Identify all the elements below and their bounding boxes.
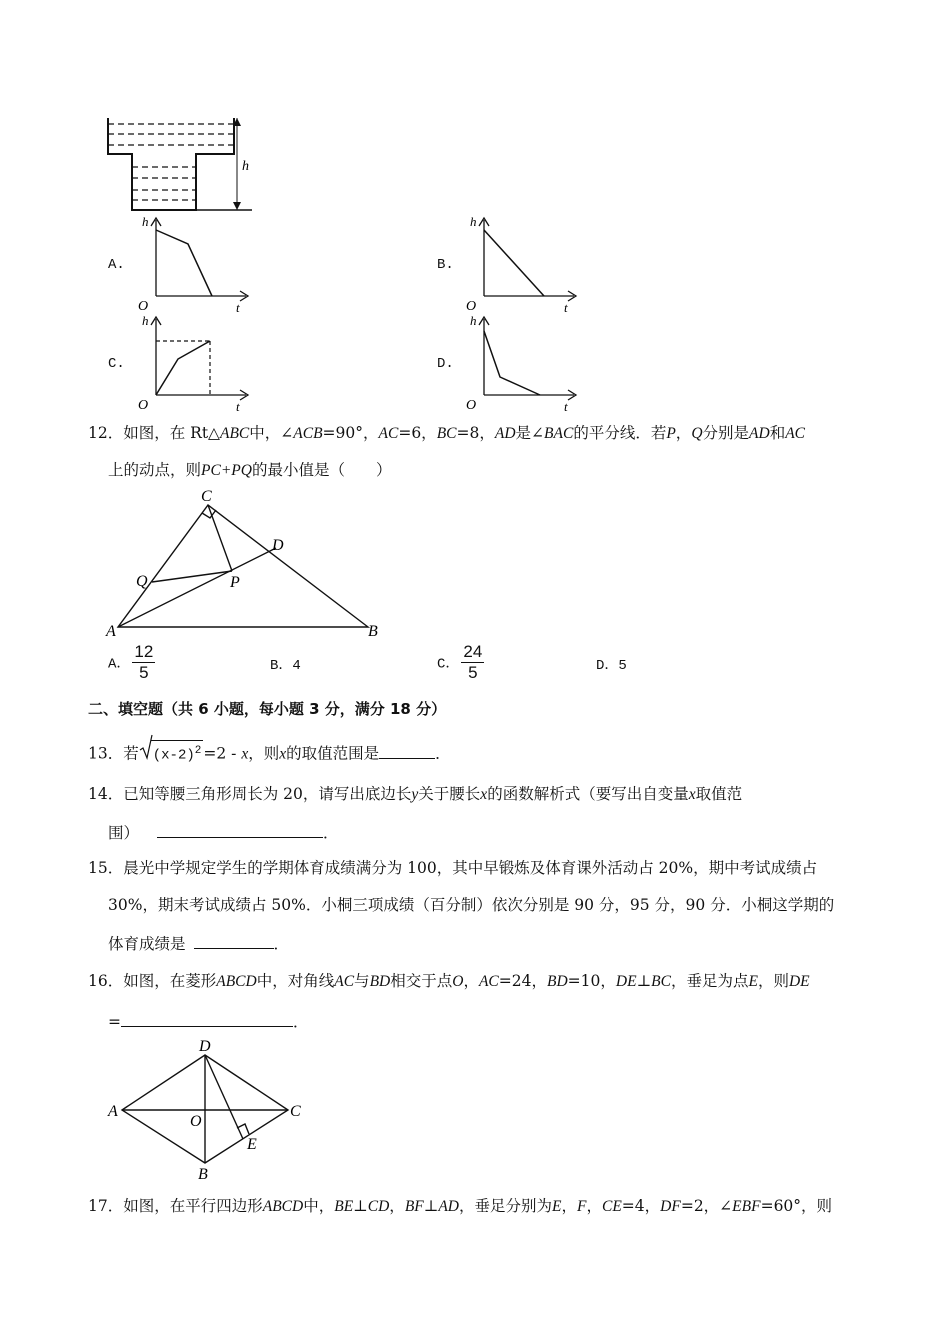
graph-c-ylabel: h bbox=[142, 313, 149, 328]
q15-answer-blank[interactable] bbox=[194, 932, 274, 949]
tank-h-label: h bbox=[242, 159, 249, 174]
q11-graph-b bbox=[458, 212, 588, 317]
q12-line1: 12．如图，在 Rt△ABC中，∠ACB=90°，AC=6，BC=8，AD是∠BAC的平分线．若P，Q分别是AD和AC bbox=[88, 424, 806, 442]
q11-option-d-letter: D. bbox=[437, 356, 454, 372]
q11-option-a-letter: A. bbox=[108, 257, 125, 273]
q12-triangle-figure bbox=[100, 485, 400, 645]
label-d: D bbox=[272, 537, 284, 554]
q14-line2: 围） ． bbox=[108, 821, 339, 843]
graph-b-xlabel: t bbox=[564, 300, 568, 315]
q11-option-b-letter: B. bbox=[437, 257, 454, 273]
graph-d-ylabel: h bbox=[470, 313, 477, 328]
q15-line1: 15．晨光中学规定学生的学期体育成绩满分为 100，其中早锻炼及体育课外活动占 20%，期中考试成绩占 bbox=[88, 859, 818, 877]
q16-rhombus-figure bbox=[100, 1035, 320, 1180]
label-b: B bbox=[368, 623, 378, 640]
q12-option-a: A． $\frac{12}{5}$ bbox=[108, 642, 154, 682]
q12-option-c: C． $\frac{24}{5}$ bbox=[437, 642, 483, 682]
graph-d-origin: O bbox=[466, 398, 477, 413]
label-c: C bbox=[290, 1103, 301, 1120]
label-d: D bbox=[199, 1038, 211, 1055]
q14-answer-blank[interactable] bbox=[157, 821, 323, 838]
label-a: A bbox=[106, 623, 116, 640]
label-p: P bbox=[230, 574, 240, 591]
q11-option-c-letter: C. bbox=[108, 356, 125, 372]
graph-c-origin: O bbox=[138, 398, 149, 413]
q13-line: 13．若 $(x-2)^2 =2 - x$，则x的取值范围是 ． bbox=[88, 740, 451, 766]
q11-graph-a bbox=[130, 212, 260, 317]
tank-figure bbox=[100, 112, 260, 217]
graph-a-origin: O bbox=[138, 299, 149, 314]
graph-d-xlabel: t bbox=[564, 399, 568, 414]
graph-c-xlabel: t bbox=[236, 399, 240, 414]
graph-b-ylabel: h bbox=[470, 214, 477, 229]
graph-b-origin: O bbox=[466, 299, 477, 314]
q15-line2: 30%，期末考试成绩占 50%．小桐三项成绩（百分制）依次分别是 90 分，95 分，90 分．小桐这学期的 bbox=[108, 896, 835, 914]
q12-option-d: D．5 bbox=[596, 658, 627, 674]
q13-answer-blank[interactable] bbox=[379, 742, 435, 759]
q17-line1: 17．如图，在平行四边形ABCD中，BE⊥CD，BF⊥AD，垂足分别为E，F，CE=4，DF=2，∠EBF=60°，则 bbox=[88, 1197, 833, 1215]
label-e: E bbox=[247, 1136, 257, 1153]
section-2-heading: 二、填空题（共 6 小题，每小题 3 分，满分 18 分） bbox=[88, 700, 447, 718]
label-c: C bbox=[201, 488, 212, 505]
q11-graph-c bbox=[130, 311, 260, 416]
q11-graph-d bbox=[458, 311, 588, 416]
q12-option-b: B．4 bbox=[270, 658, 301, 674]
q16-answer-blank[interactable] bbox=[121, 1010, 293, 1027]
label-a: A bbox=[108, 1103, 118, 1120]
label-o: O bbox=[190, 1113, 202, 1130]
q15-line3: 体育成绩是 ． bbox=[108, 932, 289, 954]
q16-line2: = ． bbox=[108, 1010, 309, 1032]
q14-line1: 14．已知等腰三角形周长为 20，请写出底边长y关于腰长x的函数解析式（要写出自变量x取值范 bbox=[88, 785, 743, 803]
q12-line2: 上的动点，则PC+PQ的最小值是（ ） bbox=[108, 461, 392, 479]
q16-line1: 16．如图，在菱形ABCD中，对角线AC与BD相交于点O，AC=24，BD=10，DE⊥BC，垂足为点E，则DE bbox=[88, 972, 810, 990]
label-b: B bbox=[198, 1166, 208, 1180]
sqrt-expression: $(x-2)^2$ bbox=[139, 740, 204, 766]
graph-a-xlabel: t bbox=[236, 300, 240, 315]
graph-a-ylabel: h bbox=[142, 214, 149, 229]
label-q: Q bbox=[136, 573, 148, 590]
